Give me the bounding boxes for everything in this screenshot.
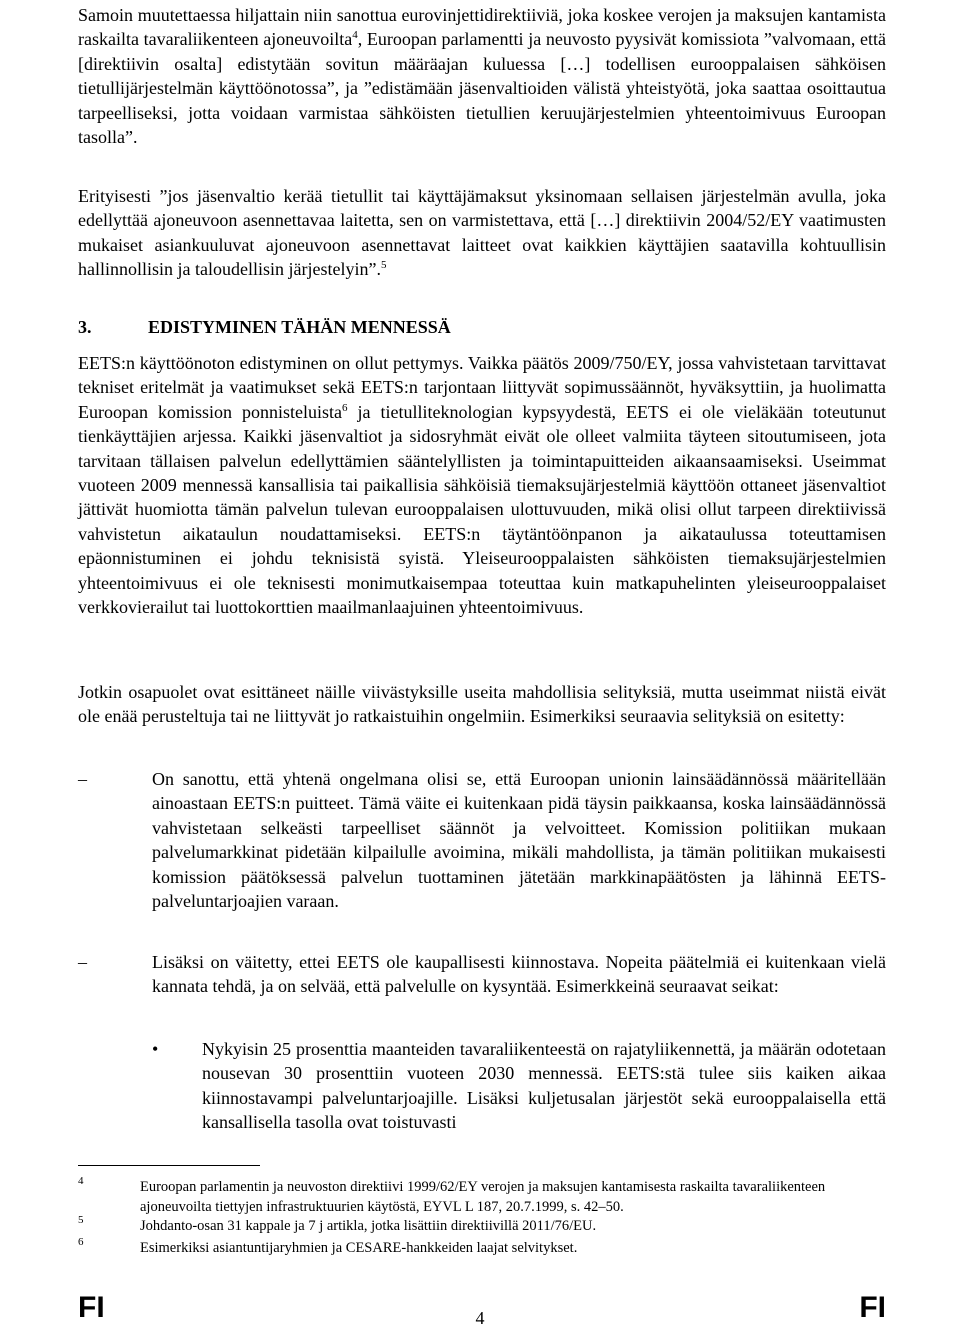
language-code-right: FI	[859, 1291, 886, 1324]
footnote-text: Esimerkiksi asiantuntijaryhmien ja CESARE-hankkeiden laajat selvitykset.	[140, 1240, 578, 1256]
footnote-ref-4: 4	[352, 29, 358, 42]
footnote-ref-5: 5	[380, 259, 387, 272]
bullet-item-text: Nykyisin 25 prosenttia maanteiden tavaraliikenteestä on rajatyliikennettä, ja määrän odotetaan nousevan 30 prosenttiin vuoteen 2030 mennessä. EETS:stä tulee siis kaiken aikaa kiinnostavampi palveluntarjoajille. Lisäksi kuljetusalan järjestöt sekä eurooppalaisella että kansallisella tasolla ovat toistuvasti	[202, 1039, 886, 1133]
dash-marker: –	[78, 952, 87, 972]
section-heading	[78, 317, 886, 338]
footnote-text: Euroopan parlamentin ja neuvoston direktiivi 1999/62/EY verojen ja maksujen kantamisesta raskailta tavaraliikenteen ajoneuvoilta tiettyjen infrastruktuurien käytöstä, EYVL L 187, 20.7.1999, s. 42–50.	[140, 1179, 826, 1215]
page-number: 4	[475, 1308, 485, 1328]
section-title: EDISTYMINEN TÄHÄN MENNESSÄ	[148, 317, 451, 337]
footnote-ref-6: 6	[342, 401, 348, 414]
paragraph-eurovignette: Samoin muutettaessa hiljattain niin sanottua eurovinjettidirektiiviä, joka koskee verojen ja maksujen kantamista raskailta tavaraliikenteen ajoneuvoilta$^4$, Euroopan parlamentti ja neuvosto pyysivät komissiota ”valvomaan, että [direktiivin osalta] edistytään sovitun määräajan kuluessa […] todellisen eurooppalaisen sähköisen tietullijärjestelmän käyttöönotossa”, ja ”edistämään jäsenvaltioiden välistä yhteistyötä, joka saattaa osoittautua tarpeelliseksi, jotta voidaan varmistaa sähköisten tietullien keruujärjestelmien yhteentoimivuus Euroopan tasolla”.	[78, 5, 886, 148]
dash-marker: –	[78, 769, 87, 789]
paragraph-explanations-intro: Jotkin osapuolet ovat esittäneet näille viivästyksille useita mahdollisia selityksiä, mutta useimmat niistä eivät ole enää perusteltuja tai ne liittyvät jo ratkaistuihin ongelmiin. Esimerkiksi seuraavia selityksiä on esitetty:	[78, 682, 886, 727]
paragraph-eets-progress: EETS:n käyttöönoton edistyminen on ollut pettymys. Vaikka päätös 2009/750/EY, jossa vahvistetaan tarvittavat tekniset eritelmät ja vaatimukset sekä EETS:n tarjontaan liittyvät sopimussäännöt, hyväksyttiin, ja huolimatta Euroopan komission ponnisteluista$^6$ ja tietulliteknologian kypsyydestä, EETS ei ole vieläkään toteutunut tienkäyttäjien arjessa. Kaikki jäsenvaltiot ja sidosryhmät eivät ole olleet valmiita täyteen sitoutumiseen, jota tarvitaan tällaisen palvelun edellyttämien sääntelyllisten ja toimintapuitteiden aikaansaamiseksi. Useimmat vuoteen 2009 mennessä kansallisia tai paikallisia sähköisiä tiemaksujärjestelmiä käyttöön ottaneet jäsenvaltiot jättivät huomiotta tämän palvelun tulevan eurooppalaisen ulottuvuuden, mikä olisi ollut tarpeen direktiivissä vahvistetun aikataulun noudattamiseksi. EETS:n täytäntöönpanon ja aikataulussa toteuttamisen epäonnistuminen ei johdu teknisistä syistä. Yleiseurooppalaisten sähköisten tiemaksujärjestelmien yhteentoimivuus ei ole teknisesti monimutkaisempaa toteuttaa kuin matkapuhelinten yleiseurooppalaiset verkkovierailut tai luottokorttien maailmanlaajuinen yhteentoimivuus.	[78, 353, 887, 618]
footnote-number: 6	[78, 1236, 84, 1248]
footnote-number: 4	[78, 1175, 84, 1187]
footnote-number: 5	[78, 1214, 84, 1226]
bullet-marker: •	[152, 1039, 159, 1059]
section-number: 3.	[78, 317, 92, 337]
dash-item-text: On sanottu, että yhtenä ongelmana olisi se, että Euroopan unionin lainsäädännössä määritellään ainoastaan EETS:n puitteet. Tämä väite ei kuitenkaan pidä täysin paikkaansa, koska lainsäädännössä vahvistetaan selkeästi tarpeelliset säännöt ja velvoitteet. Komission politiikan mukaan palvelumarkkinat pidetään kilpailulle avoimina, mikäli mahdollista, ja tämän politiikan mukaisesti komission päätöksessä palvelun tuottaminen jätetään markkinapäätösten ja lähinnä EETS-palveluntarjoajien varaan.	[152, 769, 886, 912]
dash-item-text: Lisäksi on väitetty, ettei EETS ole kaupallisesti kiinnostava. Nopeita päätelmiä ei kuitenkaan vielä kannata tehdä, ja on selvää, että palvelulle on kysyntää. Esimerkkeinä seuraavat seikat:	[152, 952, 886, 997]
footnote-divider	[78, 1165, 260, 1166]
footnote-text: Johdanto-osan 31 kappale ja 7 j artikla, jotka lisättiin direktiivillä 2011/76/EU.	[140, 1218, 597, 1234]
language-code-left: FI	[78, 1291, 105, 1324]
paragraph-member-state-obligation: Erityisesti ”jos jäsenvaltio kerää tietullit tai käyttäjämaksut yksinomaan sellaisen järjestelmän avulla, joka edellyttää ajoneuvoon asennettavaa laitetta, sen on varmistettava, että […] direktiivin 2004/52/EY vaatimusten mukaiset asiankuuluvat ajoneuvoon asennettavat laitteet ovat kaikkien käyttäjien saatavilla kohtuullisin hallinnollisin ja taloudellisin järjestelyin”.$^5$	[78, 186, 886, 280]
